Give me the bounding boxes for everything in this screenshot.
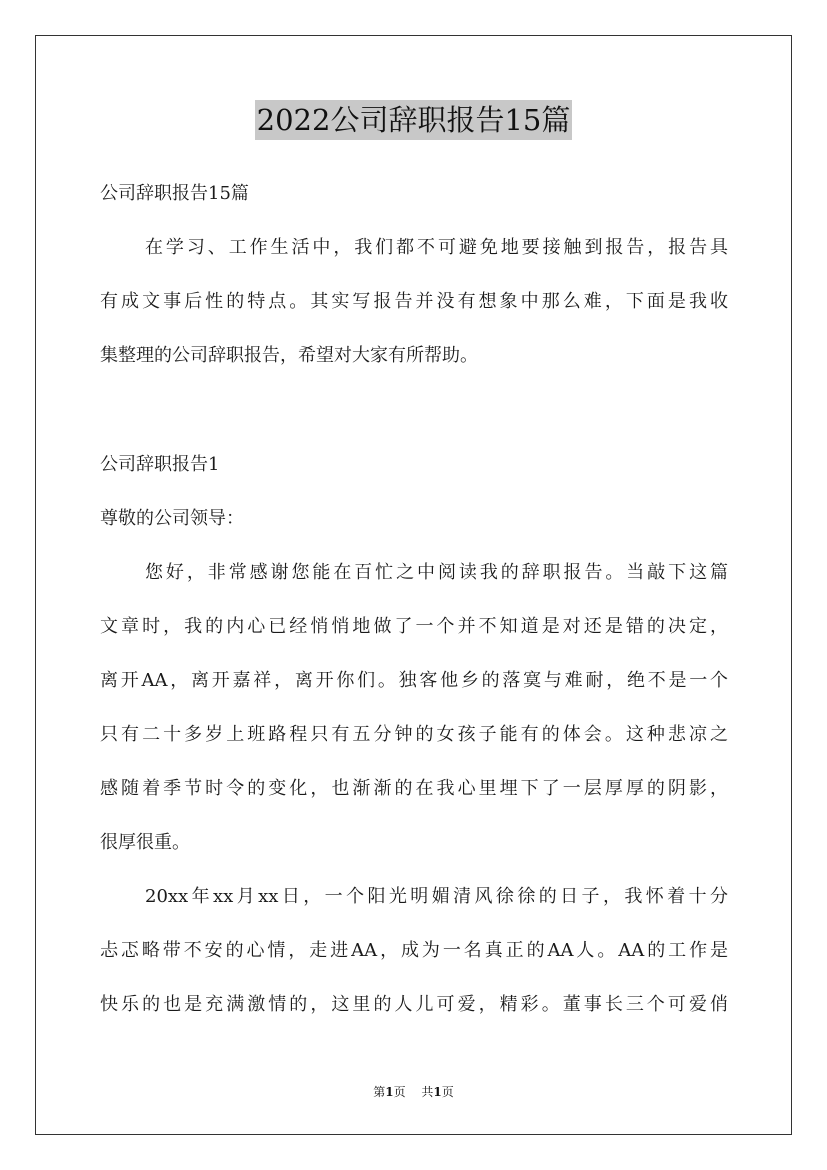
footer-page-number: 1 — [385, 1085, 394, 1099]
para2-line-3: 快乐的也是充满激情的，这里的人儿可爱，精彩。董事长三个可爱俏 — [100, 994, 728, 1015]
para2-line-2: 忐忑略带不安的心情，走进AA，成为一名真正的AA人。AA的工作是 — [100, 940, 728, 961]
intro-line-2: 有成文事后性的特点。其实写报告并没有想象中那么难，下面是我收 — [100, 291, 728, 312]
footer-page-suffix: 页 — [393, 1085, 406, 1099]
title-wrap — [0, 100, 827, 140]
intro-line-3: 集整理的公司辞职报告，希望对大家有所帮助。 — [100, 345, 478, 366]
para2-line-1: 20xx年xx月xx日，一个阳光明媚清风徐徐的日子，我怀着十分 — [145, 886, 728, 907]
para1-line-6: 很厚很重。 — [100, 832, 190, 853]
document-subtitle: 公司辞职报告15篇 — [100, 183, 249, 204]
footer-total-suffix: 页 — [441, 1085, 454, 1099]
para1-line-5: 感随着季节时令的变化，也渐渐的在我心里埋下了一层厚厚的阴影， — [100, 778, 728, 799]
salutation: 尊敬的公司领导： — [100, 508, 244, 529]
para1-line-4: 只有二十多岁上班路程只有五分钟的女孩子能有的体会。这种悲凉之 — [100, 724, 728, 745]
page-footer — [0, 1084, 827, 1100]
footer-total-prefix: 共 — [421, 1085, 434, 1099]
intro-line-1: 在学习、工作生活中，我们都不可避免地要接触到报告，报告具 — [145, 237, 728, 258]
para1-line-1: 您好，非常感谢您能在百忙之中阅读我的辞职报告。当敲下这篇 — [145, 562, 728, 583]
para1-line-2: 文章时，我的内心已经悄悄地做了一个并不知道是对还是错的决定， — [100, 616, 728, 637]
document-title: 2022公司辞职报告15篇 — [255, 100, 573, 140]
footer-page-prefix: 第 — [373, 1085, 386, 1099]
footer-total-pages: 1 — [433, 1085, 442, 1099]
section-heading: 公司辞职报告1 — [100, 454, 220, 475]
para1-line-3: 离开AA，离开嘉祥，离开你们。独客他乡的落寞与难耐，绝不是一个 — [100, 670, 728, 691]
